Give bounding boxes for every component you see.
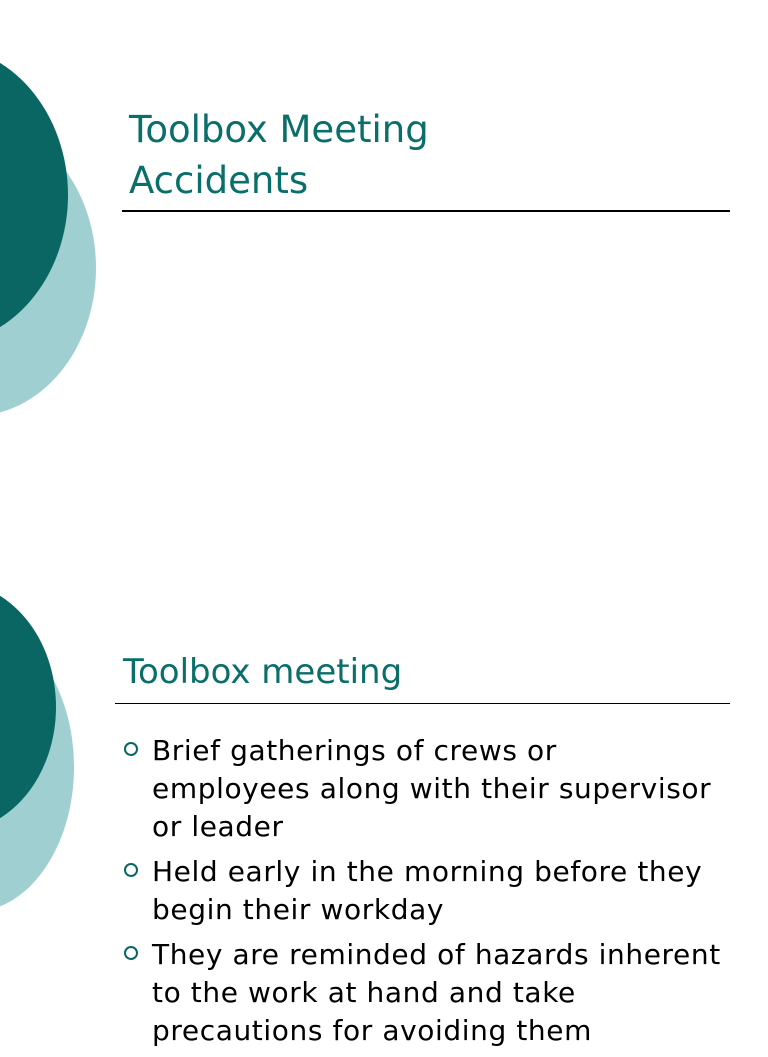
hollow-circle-bullet-icon <box>124 742 138 756</box>
bullet-item <box>124 853 724 929</box>
title-slide <box>0 0 768 512</box>
slide-title-line-1: Toolbox Meeting <box>129 108 429 151</box>
bullet-text: Held early in the morning before they begin their workday <box>152 855 703 926</box>
hollow-circle-bullet-icon <box>124 863 138 877</box>
slide-title <box>129 104 429 206</box>
bullet-item <box>124 936 724 1050</box>
title-divider <box>122 210 730 212</box>
title-divider <box>115 703 730 704</box>
hollow-circle-bullet-icon <box>124 946 138 960</box>
bullet-text: Brief gatherings of crews or employees along with their supervisor or leader <box>152 734 712 843</box>
slide-title: Toolbox meeting <box>123 652 403 692</box>
bullet-list <box>124 732 724 1057</box>
bullet-item <box>124 732 724 846</box>
slide-title-line-2: Accidents <box>129 159 309 202</box>
bullet-text: They are reminded of hazards inherent to the work at hand and take precautions for avoiding them <box>152 938 721 1047</box>
content-slide <box>0 582 768 1047</box>
